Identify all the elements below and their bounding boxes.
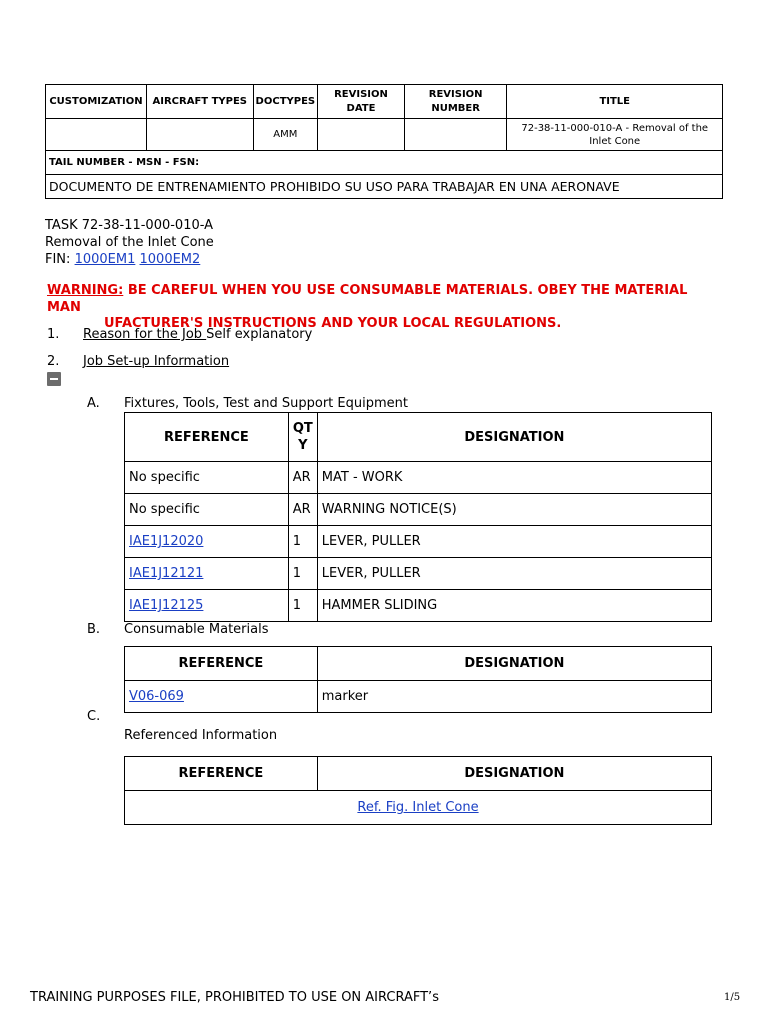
tool-qty: AR — [288, 494, 317, 526]
section-b-title: Consumable Materials — [124, 622, 269, 637]
document-header-table — [45, 84, 723, 199]
table-row — [125, 462, 712, 494]
header-col-revision-number: REVISION NUMBER — [404, 85, 507, 119]
footer-text: TRAINING PURPOSES FILE, PROHIBITED TO USE ON AIRCRAFT’s — [30, 990, 439, 1005]
step-2 — [83, 354, 229, 369]
table-row — [125, 590, 712, 622]
warning-line-2: UFACTURER'S INSTRUCTIONS AND YOUR LOCAL REGULATIONS. — [104, 316, 562, 331]
table-row — [125, 791, 712, 825]
header-val-revision-number — [404, 119, 507, 151]
doc-notice: DOCUMENTO DE ENTRENAMIENTO PROHIBIDO SU USO PARA TRABAJAR EN UNA AERONAVE — [46, 175, 723, 199]
tool-designation: LEVER, PULLER — [317, 526, 711, 558]
section-a-letter: A. — [87, 396, 100, 411]
warning-text-1: BE CAREFUL WHEN YOU USE CONSUMABLE MATERIALS. OBEY THE MATERIAL MAN — [47, 283, 688, 315]
section-a-title: Fixtures, Tools, Test and Support Equipment — [124, 396, 408, 411]
header-values-row — [46, 119, 723, 151]
tools-col-designation: DESIGNATION — [317, 413, 711, 462]
tool-ref-cell — [125, 590, 289, 622]
header-val-revision-date — [318, 119, 405, 151]
tool-ref-link[interactable]: IAE1J12020 — [129, 534, 204, 549]
tool-ref-link[interactable]: IAE1J12125 — [129, 598, 204, 613]
tool-qty: 1 — [288, 590, 317, 622]
header-val-customization — [46, 119, 147, 151]
fin-link-2[interactable]: 1000EM2 — [139, 252, 201, 267]
tool-ref-link[interactable]: IAE1J12121 — [129, 566, 204, 581]
header-val-doctypes: AMM — [253, 119, 318, 151]
collapse-toggle-button[interactable] — [47, 372, 61, 386]
warning-lead: WARNING: — [47, 283, 124, 298]
tool-qty: 1 — [288, 526, 317, 558]
fin-label: FIN: — [45, 252, 71, 267]
tool-ref-cell — [125, 558, 289, 590]
page-number: 1/5 — [724, 992, 741, 1003]
tool-ref-cell — [125, 526, 289, 558]
header-col-customization: CUSTOMIZATION — [46, 85, 147, 119]
table-row — [125, 526, 712, 558]
section-c-letter: C. — [87, 709, 101, 724]
header-col-revision-date: REVISION DATE — [318, 85, 405, 119]
ref-info-col-designation: DESIGNATION — [317, 757, 711, 791]
ref-fig-link[interactable]: Ref. Fig. Inlet Cone — [357, 800, 479, 815]
tool-designation: HAMMER SLIDING — [317, 590, 711, 622]
consumable-ref-cell — [125, 681, 318, 713]
header-col-title: TITLE — [507, 85, 723, 119]
ref-info-col-reference: REFERENCE — [125, 757, 318, 791]
header-val-title: 72-38-11-000-010-A - Removal of the Inlet Cone — [507, 119, 723, 151]
tail-number-label: TAIL NUMBER - MSN - FSN: — [46, 151, 723, 175]
fin-link-1[interactable]: 1000EM1 — [74, 252, 136, 267]
step-1 — [83, 327, 312, 342]
consumable-designation: marker — [317, 681, 711, 713]
tail-number-row — [46, 151, 723, 175]
table-row — [125, 494, 712, 526]
step-2-label: Job Set-up Information — [83, 354, 230, 369]
consumables-table — [124, 646, 712, 713]
doc-notice-row — [46, 175, 723, 199]
consumable-ref-link[interactable]: V06-069 — [129, 689, 184, 704]
referenced-info-header — [125, 757, 712, 791]
tool-qty: AR — [288, 462, 317, 494]
consumables-col-designation: DESIGNATION — [317, 647, 711, 681]
tool-designation: MAT - WORK — [317, 462, 711, 494]
consumables-col-reference: REFERENCE — [125, 647, 318, 681]
section-b-letter: B. — [87, 622, 101, 637]
task-id: TASK 72-38-11-000-010-A — [45, 218, 214, 233]
header-columns-row — [46, 85, 723, 119]
step-1-text: Self explanatory — [206, 327, 313, 342]
tools-table-header — [125, 413, 712, 462]
header-val-aircraft-types — [146, 119, 253, 151]
tool-ref: No specific — [125, 494, 289, 526]
table-row — [125, 558, 712, 590]
warning-line-1 — [47, 283, 717, 316]
tool-designation: WARNING NOTICE(S) — [317, 494, 711, 526]
tool-qty: 1 — [288, 558, 317, 590]
tool-designation: LEVER, PULLER — [317, 558, 711, 590]
step-1-label: Reason for the Job — [83, 327, 207, 342]
fin-line — [45, 252, 200, 267]
step-1-number: 1. — [47, 327, 60, 342]
section-c-title: Referenced Information — [124, 728, 278, 743]
tool-ref: No specific — [125, 462, 289, 494]
warning-block — [47, 283, 717, 333]
tools-col-reference: REFERENCE — [125, 413, 289, 462]
header-col-doctypes: DOCTYPES — [253, 85, 318, 119]
tools-table — [124, 412, 712, 622]
task-title: Removal of the Inlet Cone — [45, 235, 214, 250]
table-row — [125, 681, 712, 713]
tools-col-qty: QT Y — [288, 413, 317, 462]
referenced-info-table — [124, 756, 712, 825]
ref-info-cell — [125, 791, 712, 825]
header-col-aircraft-types: AIRCRAFT TYPES — [146, 85, 253, 119]
consumables-table-header — [125, 647, 712, 681]
step-2-number: 2. — [47, 354, 60, 369]
